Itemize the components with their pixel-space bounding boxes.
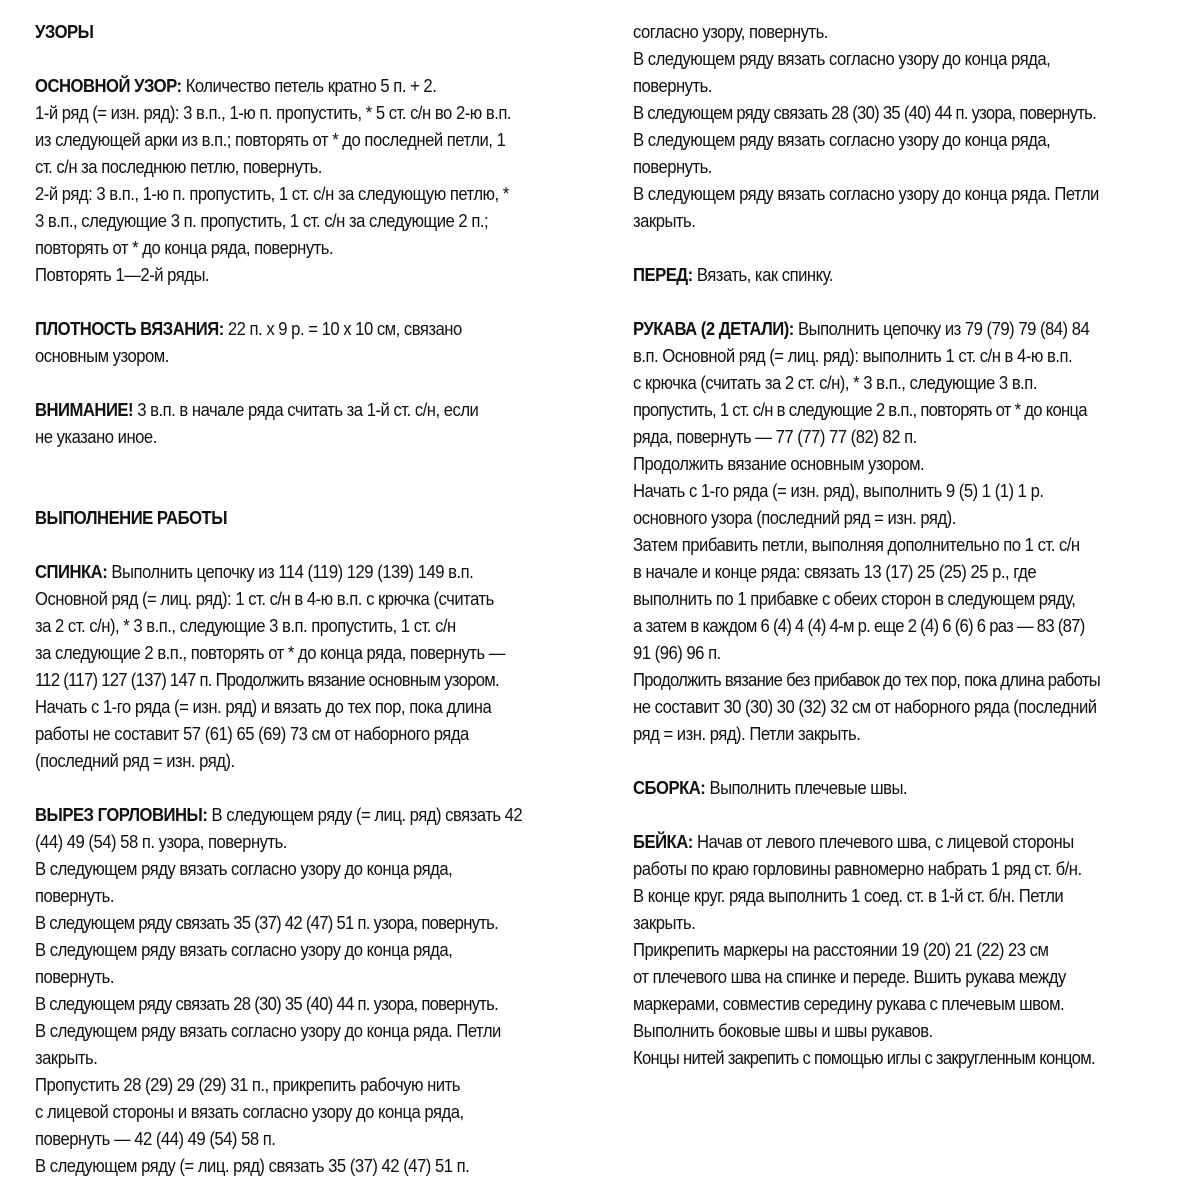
main-pattern-section	[35, 72, 575, 288]
gauge-first-line	[35, 315, 521, 342]
sleeves-line: в начале и конце ряда: связать 13 (17) 25 (25) 25 р., где	[633, 561, 1037, 582]
neckline-line: закрыть.	[35, 1047, 98, 1068]
main-pattern-line: 1-й ряд (= изн. ряд): 3 в.п., 1-ю п. пропустить, * 5 ст. с/н во 2-ю в.п.	[35, 102, 512, 123]
sleeves-first-line	[633, 315, 1119, 342]
main-pattern-line: из следующей арки из в.п.; повторять от * до последней петли, 1	[35, 129, 506, 150]
neckline-line: повернуть.	[35, 966, 114, 987]
sleeves-line: ряда, повернуть — 77 (77) 77 (82) 82 п.	[633, 426, 917, 447]
sleeves-heading: РУКАВА (2 ДЕТАЛИ):	[633, 318, 794, 339]
neckline-line: повернуть — 42 (44) 49 (54) 58 п.	[35, 1128, 276, 1149]
front-first-line	[633, 261, 1119, 288]
main-pattern-line: Повторять 1—2-й ряды.	[35, 264, 210, 285]
edging-line: Выполнить боковые швы и швы рукавов.	[633, 1020, 933, 1041]
assembly-heading: СБОРКА:	[633, 777, 706, 798]
neckline-section	[35, 801, 575, 1179]
gauge-intro: 22 п. x 9 р. = 10 x 10 см, связано	[223, 318, 462, 339]
continuation-line: повернуть.	[633, 75, 712, 96]
main-pattern-line: повторять от * до конца ряда, повернуть.	[35, 237, 334, 258]
attention-intro: 3 в.п. в начале ряда считать за 1-й ст. с/н, если	[133, 399, 479, 420]
attention-section	[35, 396, 575, 450]
main-pattern-line: 3 в.п., следующие 3 п. пропустить, 1 ст. с/н за следующие 2 п.;	[35, 210, 489, 231]
sleeves-intro: Выполнить цепочку из 79 (79) 79 (84) 84	[793, 318, 1090, 339]
back-line: (последний ряд = изн. ряд).	[35, 750, 235, 771]
back-intro: Выполнить цепочку из 114 (119) 129 (139) 149 в.п.	[107, 561, 474, 582]
main-pattern-first-line	[35, 72, 521, 99]
edging-line: маркерами, совместив середину рукава с плечевым швом.	[633, 993, 1065, 1014]
neckline-line: с лицевой стороны и вязать согласно узору до конца ряда,	[35, 1101, 464, 1122]
edging-line: Концы нитей закрепить с помощью иглы с закругленным концом.	[633, 1047, 1095, 1068]
gauge-line: основным узором.	[35, 345, 169, 366]
back-line: Основной ряд (= лиц. ряд): 1 ст. с/н в 4-ю в.п. с крючка (считать	[35, 588, 494, 609]
back-line: 112 (117) 127 (137) 147 п. Продолжить вязание основным узором.	[35, 669, 499, 690]
assembly-first-line	[633, 774, 1119, 801]
back-line: работы не составит 57 (61) 65 (69) 73 см от наборного ряда	[35, 723, 469, 744]
edging-section	[633, 828, 1173, 1071]
attention-first-line	[35, 396, 521, 423]
section-title-patterns: УЗОРЫ	[35, 21, 94, 42]
neckline-line: В следующем ряду вязать согласно узору до конца ряда,	[35, 939, 453, 960]
edging-heading: БЕЙКА:	[633, 831, 693, 852]
gauge-heading: ПЛОТНОСТЬ ВЯЗАНИЯ:	[35, 318, 224, 339]
continuation-line: закрыть.	[633, 210, 696, 231]
sleeves-line: не составит 30 (30) 30 (32) 32 см от наборного ряда (последний	[633, 696, 1097, 717]
sleeves-line: а затем в каждом 6 (4) 4 (4) 4-м р. еще 2 (4) 6 (6) 6 раз — 83 (87)	[633, 615, 1085, 636]
front-section	[633, 261, 1173, 288]
main-pattern-line: ст. с/н за последнюю петлю, повернуть.	[35, 156, 322, 177]
edging-line: Прикрепить маркеры на расстоянии 19 (20) 21 (22) 23 см	[633, 939, 1049, 960]
section-title-work: ВЫПОЛНЕНИЕ РАБОТЫ	[35, 507, 228, 528]
right-column	[633, 18, 1173, 1071]
neckline-line: Пропустить 28 (29) 29 (29) 31 п., прикрепить рабочую нить	[35, 1074, 460, 1095]
sleeves-line: Затем прибавить петли, выполняя дополнительно по 1 ст. с/н	[633, 534, 1080, 555]
continuation-line: В следующем ряду вязать согласно узору до конца ряда. Петли	[633, 183, 1099, 204]
edging-line: работы по краю горловины равномерно набрать 1 ряд ст. б/н.	[633, 858, 1082, 879]
back-line: за следующие 2 в.п., повторять от * до конца ряда, повернуть —	[35, 642, 505, 663]
left-column	[35, 18, 575, 1179]
sleeves-line: Продолжить вязание без прибавок до тех пор, пока длина работы	[633, 669, 1101, 690]
continuation-line: согласно узору, повернуть.	[633, 21, 828, 42]
edging-first-line	[633, 828, 1119, 855]
main-pattern-line: 2-й ряд: 3 в.п., 1-ю п. пропустить, 1 ст. с/н за следующую петлю, *	[35, 183, 509, 204]
neckline-line: В следующем ряду вязать согласно узору до конца ряда. Петли	[35, 1020, 501, 1041]
sleeves-line: Продолжить вязание основным узором.	[633, 453, 925, 474]
edging-line: от плечевого шва на спинке и переде. Вшить рукава между	[633, 966, 1066, 987]
continuation-line: повернуть.	[633, 156, 712, 177]
neckline-line: В следующем ряду связать 35 (37) 42 (47) 51 п. узора, повернуть.	[35, 912, 499, 933]
neckline-line: В следующем ряду вязать согласно узору до конца ряда,	[35, 858, 453, 879]
assembly-section	[633, 774, 1173, 801]
edging-line: В конце круг. ряда выполнить 1 соед. ст. в 1-й ст. б/н. Петли	[633, 885, 1064, 906]
sleeves-line: основного узора (последний ряд = изн. ряд).	[633, 507, 956, 528]
neckline-line: повернуть.	[35, 885, 114, 906]
sleeves-section	[633, 315, 1173, 747]
continuation-line: В следующем ряду связать 28 (30) 35 (40) 44 п. узора, повернуть.	[633, 102, 1097, 123]
sleeves-line: выполнить по 1 прибавке с обеих сторон в следующем ряду,	[633, 588, 1076, 609]
edging-line: закрыть.	[633, 912, 696, 933]
assembly-intro: Выполнить плечевые швы.	[705, 777, 908, 798]
back-section	[35, 558, 575, 774]
neckline-first-line	[35, 801, 521, 828]
neckline-heading: ВЫРЕЗ ГОРЛОВИНЫ:	[35, 804, 208, 825]
sleeves-line: ряд = изн. ряд). Петли закрыть.	[633, 723, 861, 744]
gauge-section	[35, 315, 575, 369]
neckline-intro: В следующем ряду (= лиц. ряд) связать 42	[207, 804, 523, 825]
back-heading: СПИНКА:	[35, 561, 108, 582]
sleeves-line: пропустить, 1 ст. с/н в следующие 2 в.п., повторять от * до конца	[633, 399, 1087, 420]
main-pattern-intro: Количество петель кратно 5 п. + 2.	[181, 75, 437, 96]
neckline-continuation	[633, 18, 1173, 234]
neckline-line: В следующем ряду связать 28 (30) 35 (40) 44 п. узора, повернуть.	[35, 993, 499, 1014]
main-pattern-heading: ОСНОВНОЙ УЗОР:	[35, 75, 182, 96]
sleeves-line: с крючка (считать за 2 ст. с/н), * 3 в.п., следующие 3 в.п.	[633, 372, 1037, 393]
continuation-line: В следующем ряду вязать согласно узору до конца ряда,	[633, 48, 1051, 69]
neckline-line: В следующем ряду (= лиц. ряд) связать 35 (37) 42 (47) 51 п.	[35, 1155, 470, 1176]
continuation-line: В следующем ряду вязать согласно узору до конца ряда,	[633, 129, 1051, 150]
front-intro: Вязать, как спинку.	[692, 264, 833, 285]
back-line: Начать с 1-го ряда (= изн. ряд) и вязать до тех пор, пока длина	[35, 696, 492, 717]
neckline-line: (44) 49 (54) 58 п. узора, повернуть.	[35, 831, 287, 852]
edging-intro: Начав от левого плечевого шва, с лицевой стороны	[692, 831, 1074, 852]
front-heading: ПЕРЕД:	[633, 264, 693, 285]
back-first-line	[35, 558, 521, 585]
sleeves-line: Начать с 1-го ряда (= изн. ряд), выполнить 9 (5) 1 (1) 1 р.	[633, 480, 1044, 501]
attention-heading: ВНИМАНИЕ!	[35, 399, 134, 420]
back-line: за 2 ст. с/н), * 3 в.п., следующие 3 в.п. пропустить, 1 ст. с/н	[35, 615, 456, 636]
attention-line: не указано иное.	[35, 426, 157, 447]
sleeves-line: в.п. Основной ряд (= лиц. ряд): выполнить 1 ст. с/н в 4-ю в.п.	[633, 345, 1073, 366]
sleeves-line: 91 (96) 96 п.	[633, 642, 721, 663]
